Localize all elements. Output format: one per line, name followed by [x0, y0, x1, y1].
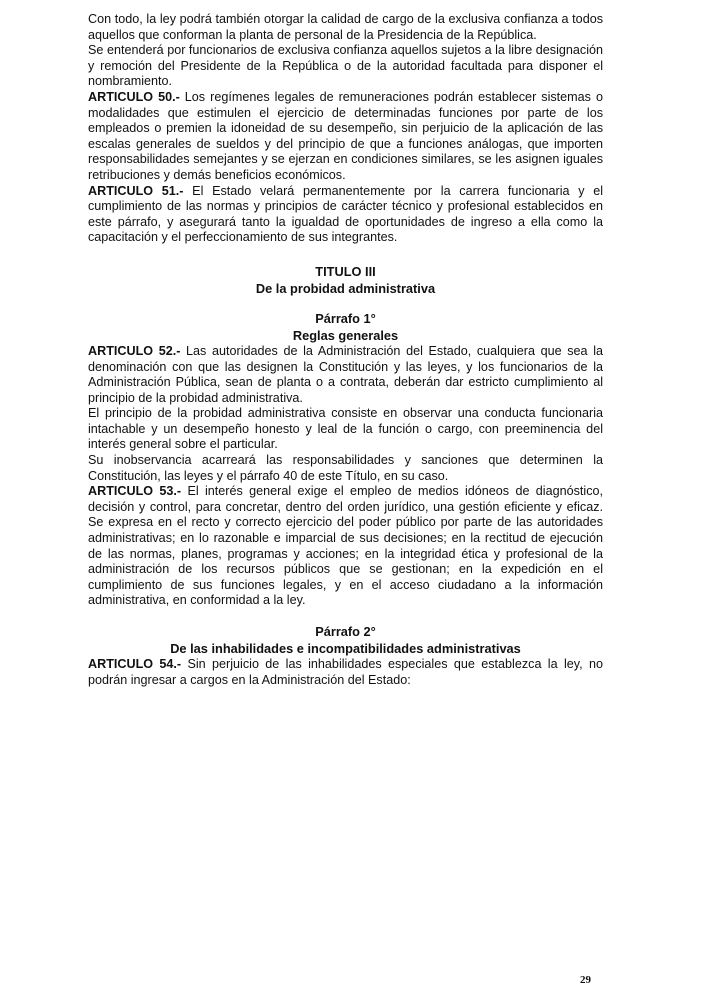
- section-1-subheading: Reglas generales: [292, 327, 399, 343]
- title-heading: TITULO III: [315, 263, 376, 279]
- paragraph-exclusive-confidence-2: Se entenderá por funcionarios de exclusiva confianza aquellos sujetos a la libre designación y remoción del Presidente de la República o de la autoridad facultada para disponer el nombramiento.: [88, 43, 603, 89]
- article-52-text: Las autoridades de la Administración del Estado, cualquiera que sea la denominación con que las designen la Constitución y las leyes, y los funcionarios de la Administración Pública, sean de planta o a contrata, deberán dar estricto cumplimiento al principio de la probidad administrativa.: [88, 343, 603, 405]
- article-50-text: Los regímenes legales de remuneraciones podrán establecer sistemas o modalidades que estimulen el ejercicio de determinadas funciones por parte de los empleados o premien la idoneidad de su desempeño, sin perjuicio de la aplicación de las escalas generales de sueldos y del principio de que a funciones análogas, que importen responsabilidades semejantes y se ejerzan en condiciones similares, se les asignen iguales retribuciones y demás beneficios económicos.: [88, 89, 603, 182]
- article-50: [88, 90, 603, 184]
- article-52-paragraph-3: Su inobservancia acarreará las responsabilidades y sanciones que determinen la Constitución, las leyes y el párrafo 40 de este Título, en su caso.: [88, 453, 603, 483]
- article-53-heading: ARTICULO 53.-: [88, 484, 182, 499]
- document-page: [88, 12, 603, 688]
- title-subheading: De la probidad administrativa: [255, 280, 436, 296]
- article-51-text: El Estado velará permanentemente por la carrera funcionaria y el cumplimiento de las normas y principios de carácter técnico y profesional establecidos en este párrafo, y asegurará tanto la igualdad de oportunidades de ingreso a ella como la capacitación y el perfeccionamiento de sus integrantes.: [88, 183, 603, 245]
- article-53: [88, 484, 603, 609]
- section-2-heading: Párrafo 2°: [315, 624, 376, 639]
- article-52-paragraph-2: El principio de la probidad administrativa consiste en observar una conducta funcionaria intachable y un desempeño honesto y leal de la función o cargo, con preeminencia del interés general sobre el particular.: [88, 406, 603, 452]
- article-51: [88, 184, 603, 246]
- paragraph-exclusive-confidence-1: Con todo, la ley podrá también otorgar la calidad de cargo de la exclusiva confianza a todos aquellos que conforman la planta de personal de la Presidencia de la República.: [88, 12, 603, 42]
- article-52: [88, 344, 603, 406]
- section-2-subheading: De las inhabilidades e incompatibilidades administrativas: [170, 641, 521, 656]
- article-51-heading: ARTICULO 51.-: [88, 183, 184, 198]
- article-53-text: El interés general exige el empleo de medios idóneos de diagnóstico, decisión y control, para concretar, dentro del orden jurídico, una gestión eficiente y eficaz. Se expresa en el recto y correcto ejercicio del poder público por parte de las autoridades administrativas; en lo razonable e imparcial de sus decisiones; en la rectitud de ejecución de las normas, planes, programas y acciones; en la integridad ética y profesional de la administración de los recursos públicos que se gestionan; en la expedición en el cumplimiento de sus funciones legales, y en el acceso ciudadano a la información administrativa, en conformidad a la ley.: [88, 484, 603, 608]
- article-54-heading: ARTICULO 54.-: [88, 657, 182, 671]
- article-52-heading: ARTICULO 52.-: [88, 343, 181, 358]
- article-54-text: Sin perjuicio de las inhabilidades especiales que establezca la ley, no podrán ingresar a cargos en la Administración del Estado:: [88, 657, 603, 687]
- article-50-heading: ARTICULO 50.-: [88, 89, 180, 104]
- article-54: [88, 657, 603, 688]
- page-number: 29: [580, 974, 591, 986]
- section-1-heading: Párrafo 1°: [315, 310, 376, 326]
